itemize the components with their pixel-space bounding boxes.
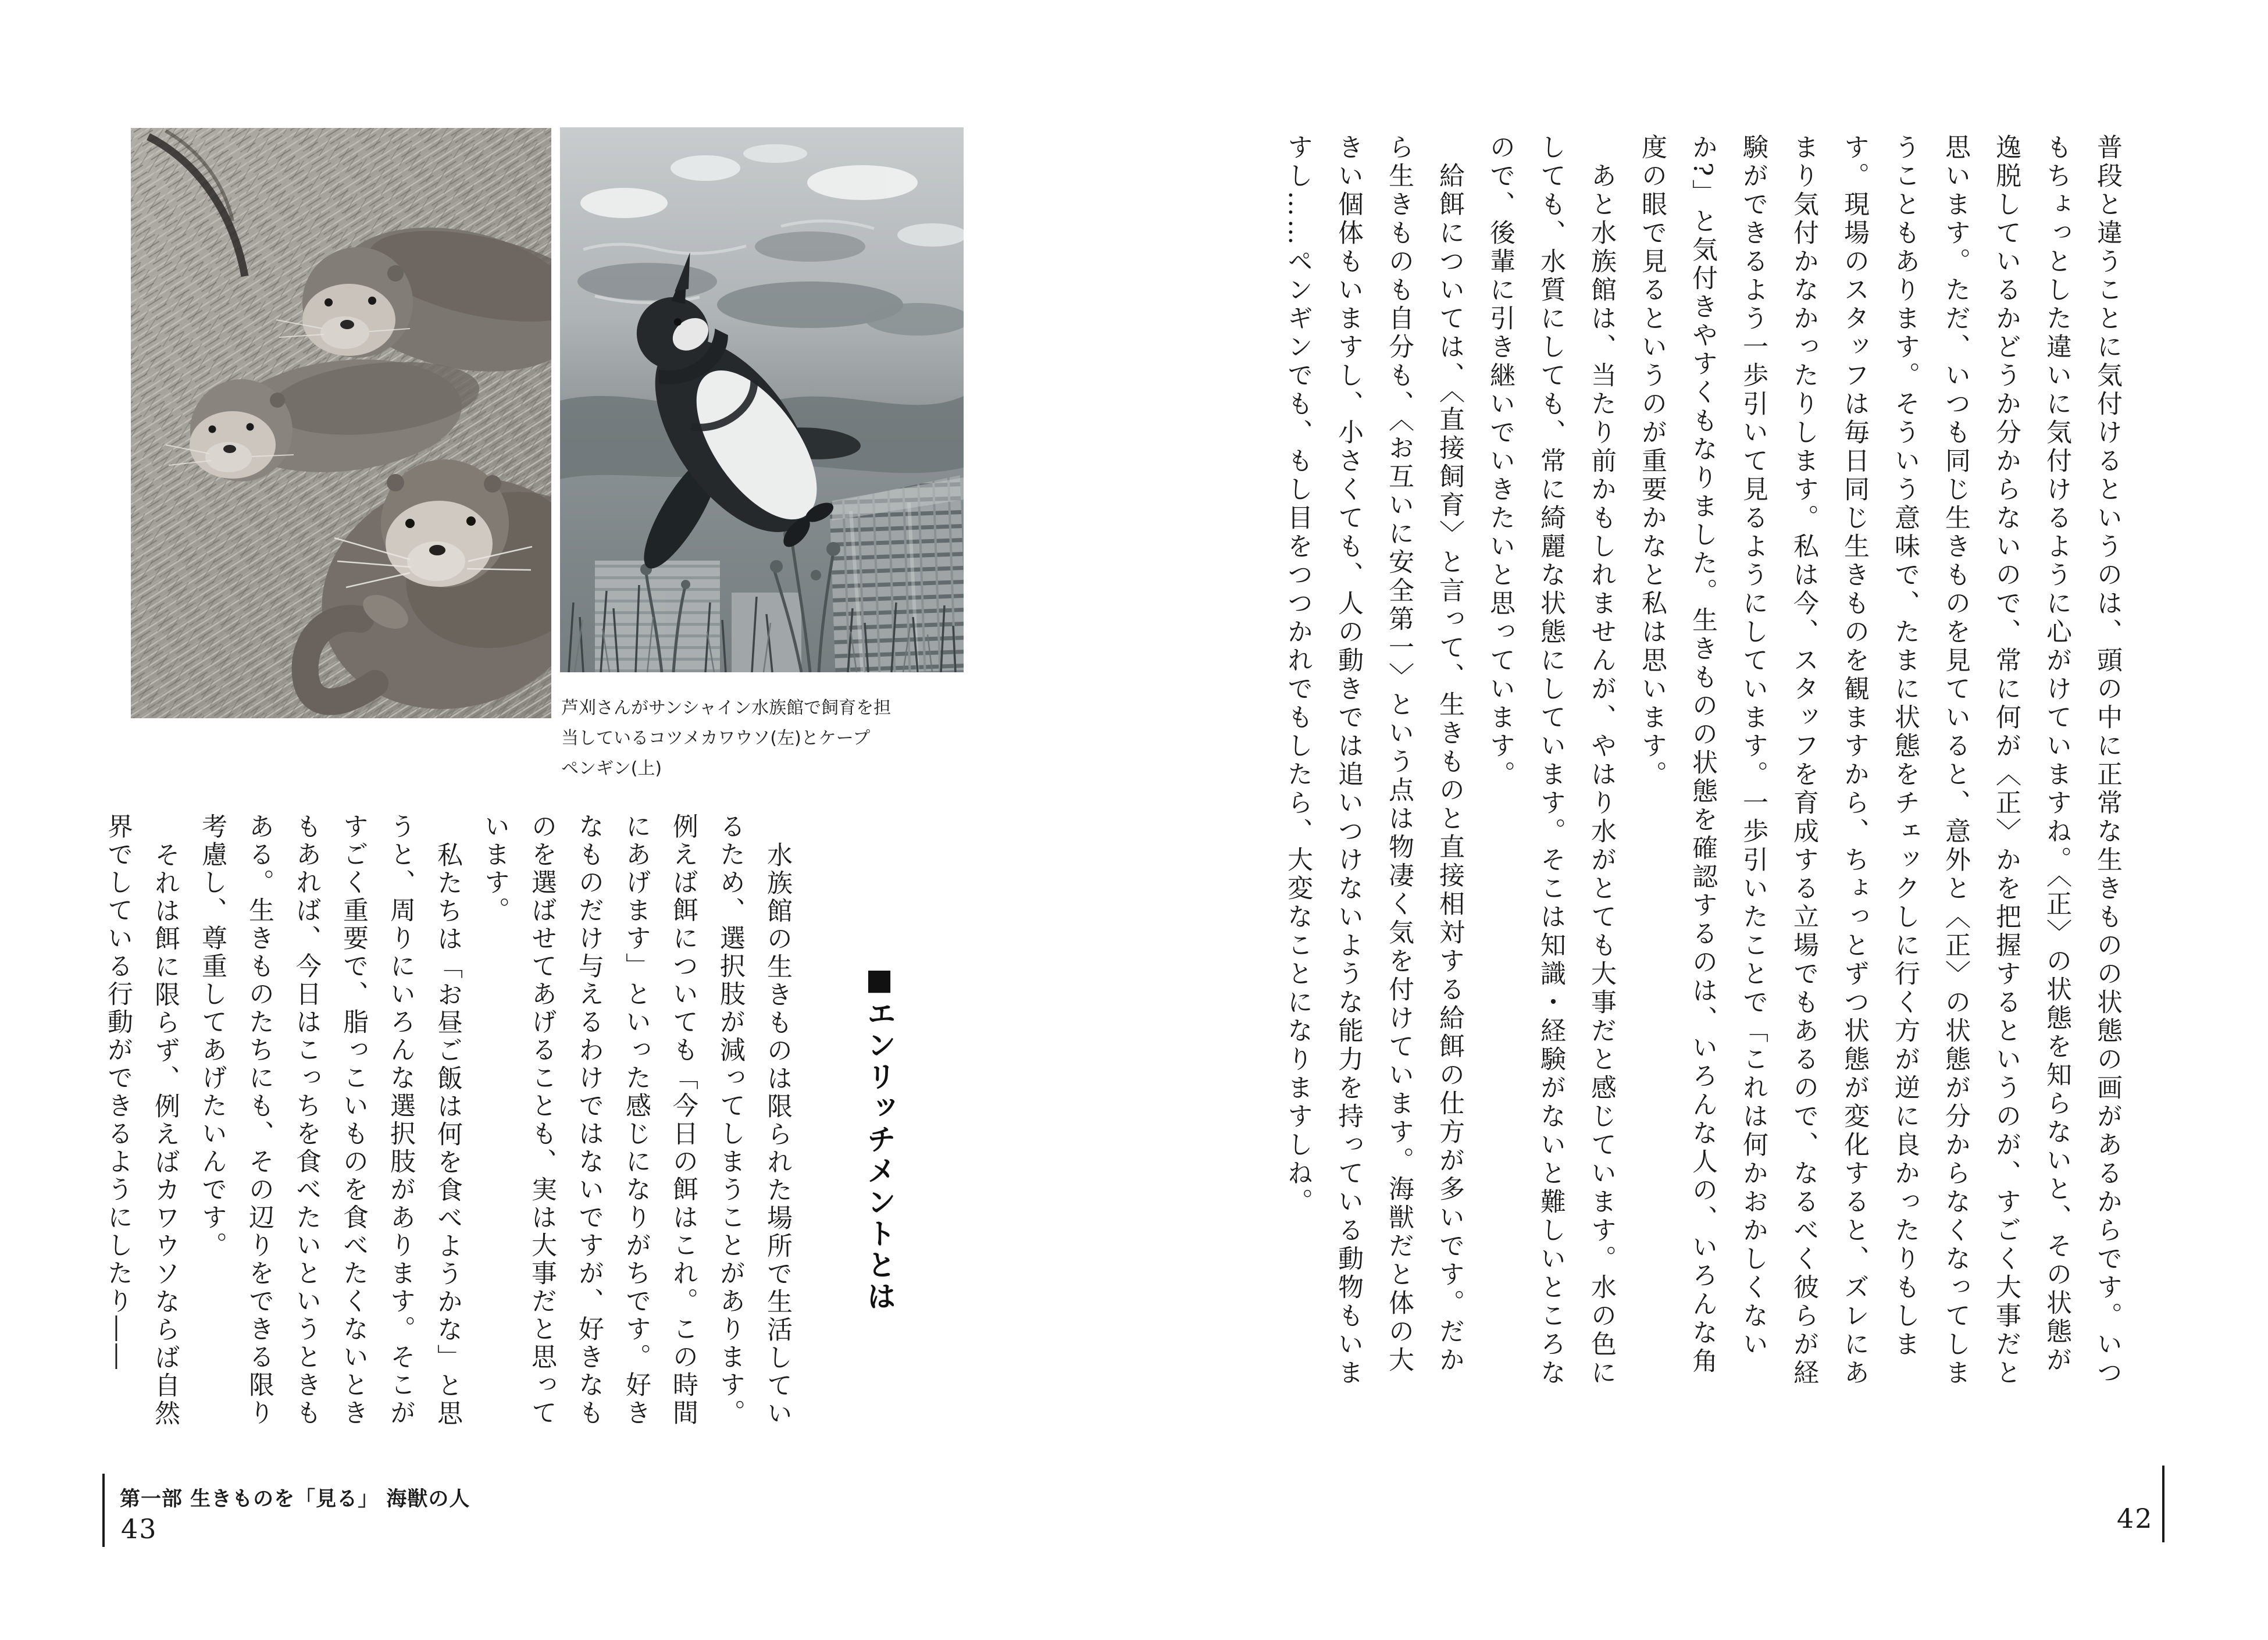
paragraph: 水族館の生きものは限られた場所で生活しているため、選択肢が減ってしまうことがあります。例えば餌についても「今日の餌はこれ。この時間にあげます」といった感じになりがちです。好きなものだけ与えるわけではないですが、好きなものを選ばせてあげることも、実は大事だと思っています。 [480, 813, 792, 1428]
otters-photo-image [131, 128, 551, 718]
running-title: 第一部 生きものを「見る」 海獣の人 [120, 1488, 470, 1511]
paragraph: それは餌に限らず、例えばカワウソならば自然界でしている行動ができるようにしたり―― [103, 813, 180, 1428]
page-42-number: 42 [2117, 1503, 2153, 1534]
caption-line: ペンギン(上) [561, 758, 662, 779]
paragraph: あと水族館は、当たり前かもしれませんが、やはり水がとても大事だと感じています。水の色にしても、水質にしても、常に綺麗な状態にしています。そこは知識・経験がないと難しいところなので、後輩に引き継いでいきたいと思っています。 [1485, 134, 1616, 1388]
page-42-margin-rule [2162, 1466, 2164, 1542]
otters-photo [131, 128, 551, 718]
page-43-number: 43 [121, 1513, 158, 1545]
page-43-margin-rule [102, 1474, 105, 1547]
caption-line: 当しているコツメカワウソ(左)とケープ [561, 728, 871, 748]
penguin-photo [560, 127, 964, 672]
penguin-reflection [755, 231, 865, 262]
paragraph: 給餌については、〈直接飼育〉と言って、生きものと直接相対する給餌の仕方が多いです。だから生きものも自分も、〈お互いに安全第一〉という点は物凄く気を付けています。海獣だと体の大きい個体もいますし、小さくても、人の動きでは追いつけないような能力を持っている動物もいますし……ペンギンでも、もし目をつつかれでもしたら、大変なことになりますしね。 [1283, 134, 1464, 1388]
section-heading: ■エンリッチメントとは [862, 962, 896, 1313]
paragraph: 普段と違うことに気付けるというのは、頭の中に正常な生きものの状態の画があるからです。いつもちょっとした違いに気付けるように心がけていますね。〈正〉の状態を知らないと、その状態が逸脱しているかどうか分からないので、常に何が〈正〉かを把握するというのが、すごく大事だと思います。ただ、いつも同じ生きものを見ていると、意外と〈正〉の状態が分からなくなってしまうこともあります。そういう意味で、たまに状態をチェックしに行く方が逆に良かったりもします。現場のスタッフは毎日同じ生きものを観ますから、ちょっとずつ状態が変化すると、ズレにあまり気付かなかったりします。私は今、スタッフを育成する立場でもあるので、なるべく彼らが経験ができるよう一歩引いて見るようにしています。一歩引いたことで「これは何かおかしくないか?」と気付きやすくもなりました。生きものの状態を確認するのは、いろんな人の、いろんな角度の眼で見るというのが重要かなと私は思います。 [1637, 134, 2122, 1388]
page-43-text-block [94, 813, 801, 1429]
page-42-text-block [1272, 134, 2133, 1400]
photo-caption [561, 693, 922, 784]
caption-line: 芦刈さんがサンシャイン水族館で飼育を担 [561, 698, 891, 718]
penguin-photo-image [560, 127, 964, 672]
paragraph: 私たちは「お昼ご飯は何を食べようかな」と思うと、周りにいろんな選択肢があります。そこがすごく重要で、脂っこいものを食べたくないときもあれば、今日はこっちを食べたいというときもある。生きものたちにも、その辺りをできる限り考慮し、尊重してあげたいんです。 [197, 813, 462, 1428]
